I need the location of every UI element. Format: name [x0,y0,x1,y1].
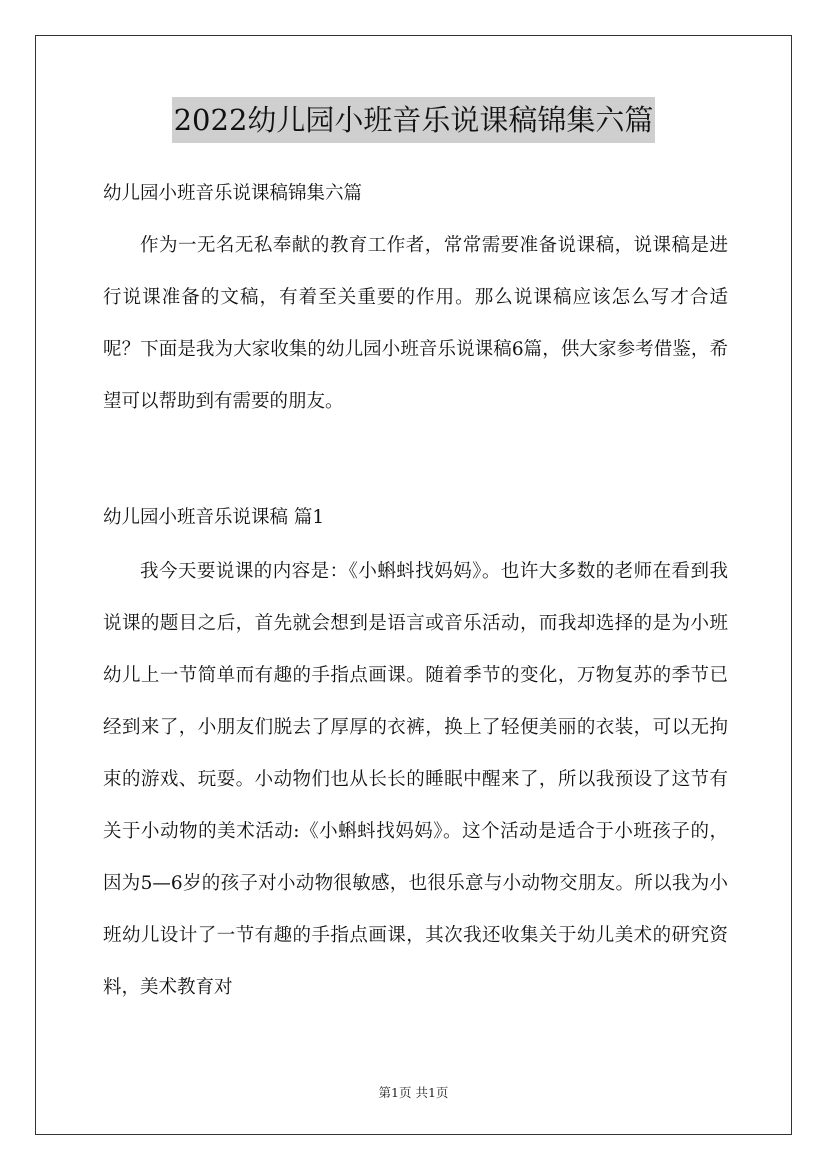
intro-paragraph: 作为一无名无私奉献的教育工作者，常常需要准备说课稿，说课稿是进行说课准备的文稿，有着至关重要的作用。那么说课稿应该怎么写才合适呢？下面是我为大家收集的幼儿园小班音乐说课稿6篇，供大家参考借鉴，希望可以帮助到有需要的朋友。 [103,235,728,412]
document-subtitle: 幼儿园小班音乐说课稿锦集六篇 [103,183,363,204]
document-title: 2022幼儿园小班音乐说课稿锦集六篇 [172,97,656,143]
section-body-paragraph: 我今天要说课的内容是：《小蝌蚪找妈妈》。也许大多数的老师在看到我说课的题目之后，首先就会想到是语言或音乐活动，而我却选择的是为小班幼儿上一节简单而有趣的手指点画课。随着季节的变化，万物复苏的季节已经到来了，小朋友们脱去了厚厚的衣裤，换上了轻便美丽的衣装，可以无拘束的游戏、玩耍。小动物们也从长长的睡眠中醒来了，所以我预设了这节有关于小动物的美术活动:《小蝌蚪找妈妈》。这个活动是适合于小班孩子的，因为5—6岁的孩子对小动物很敏感，也很乐意与小动物交朋友。所以我为小班幼儿设计了一节有趣的手指点画课，其次我还收集关于幼儿美术的研究资料，美术教育对 [103,561,728,998]
page-footer: 第1页 共1页 [378,1085,449,1100]
title-container [0,97,827,143]
section-heading: 幼儿园小班音乐说课稿 篇1 [103,507,325,528]
